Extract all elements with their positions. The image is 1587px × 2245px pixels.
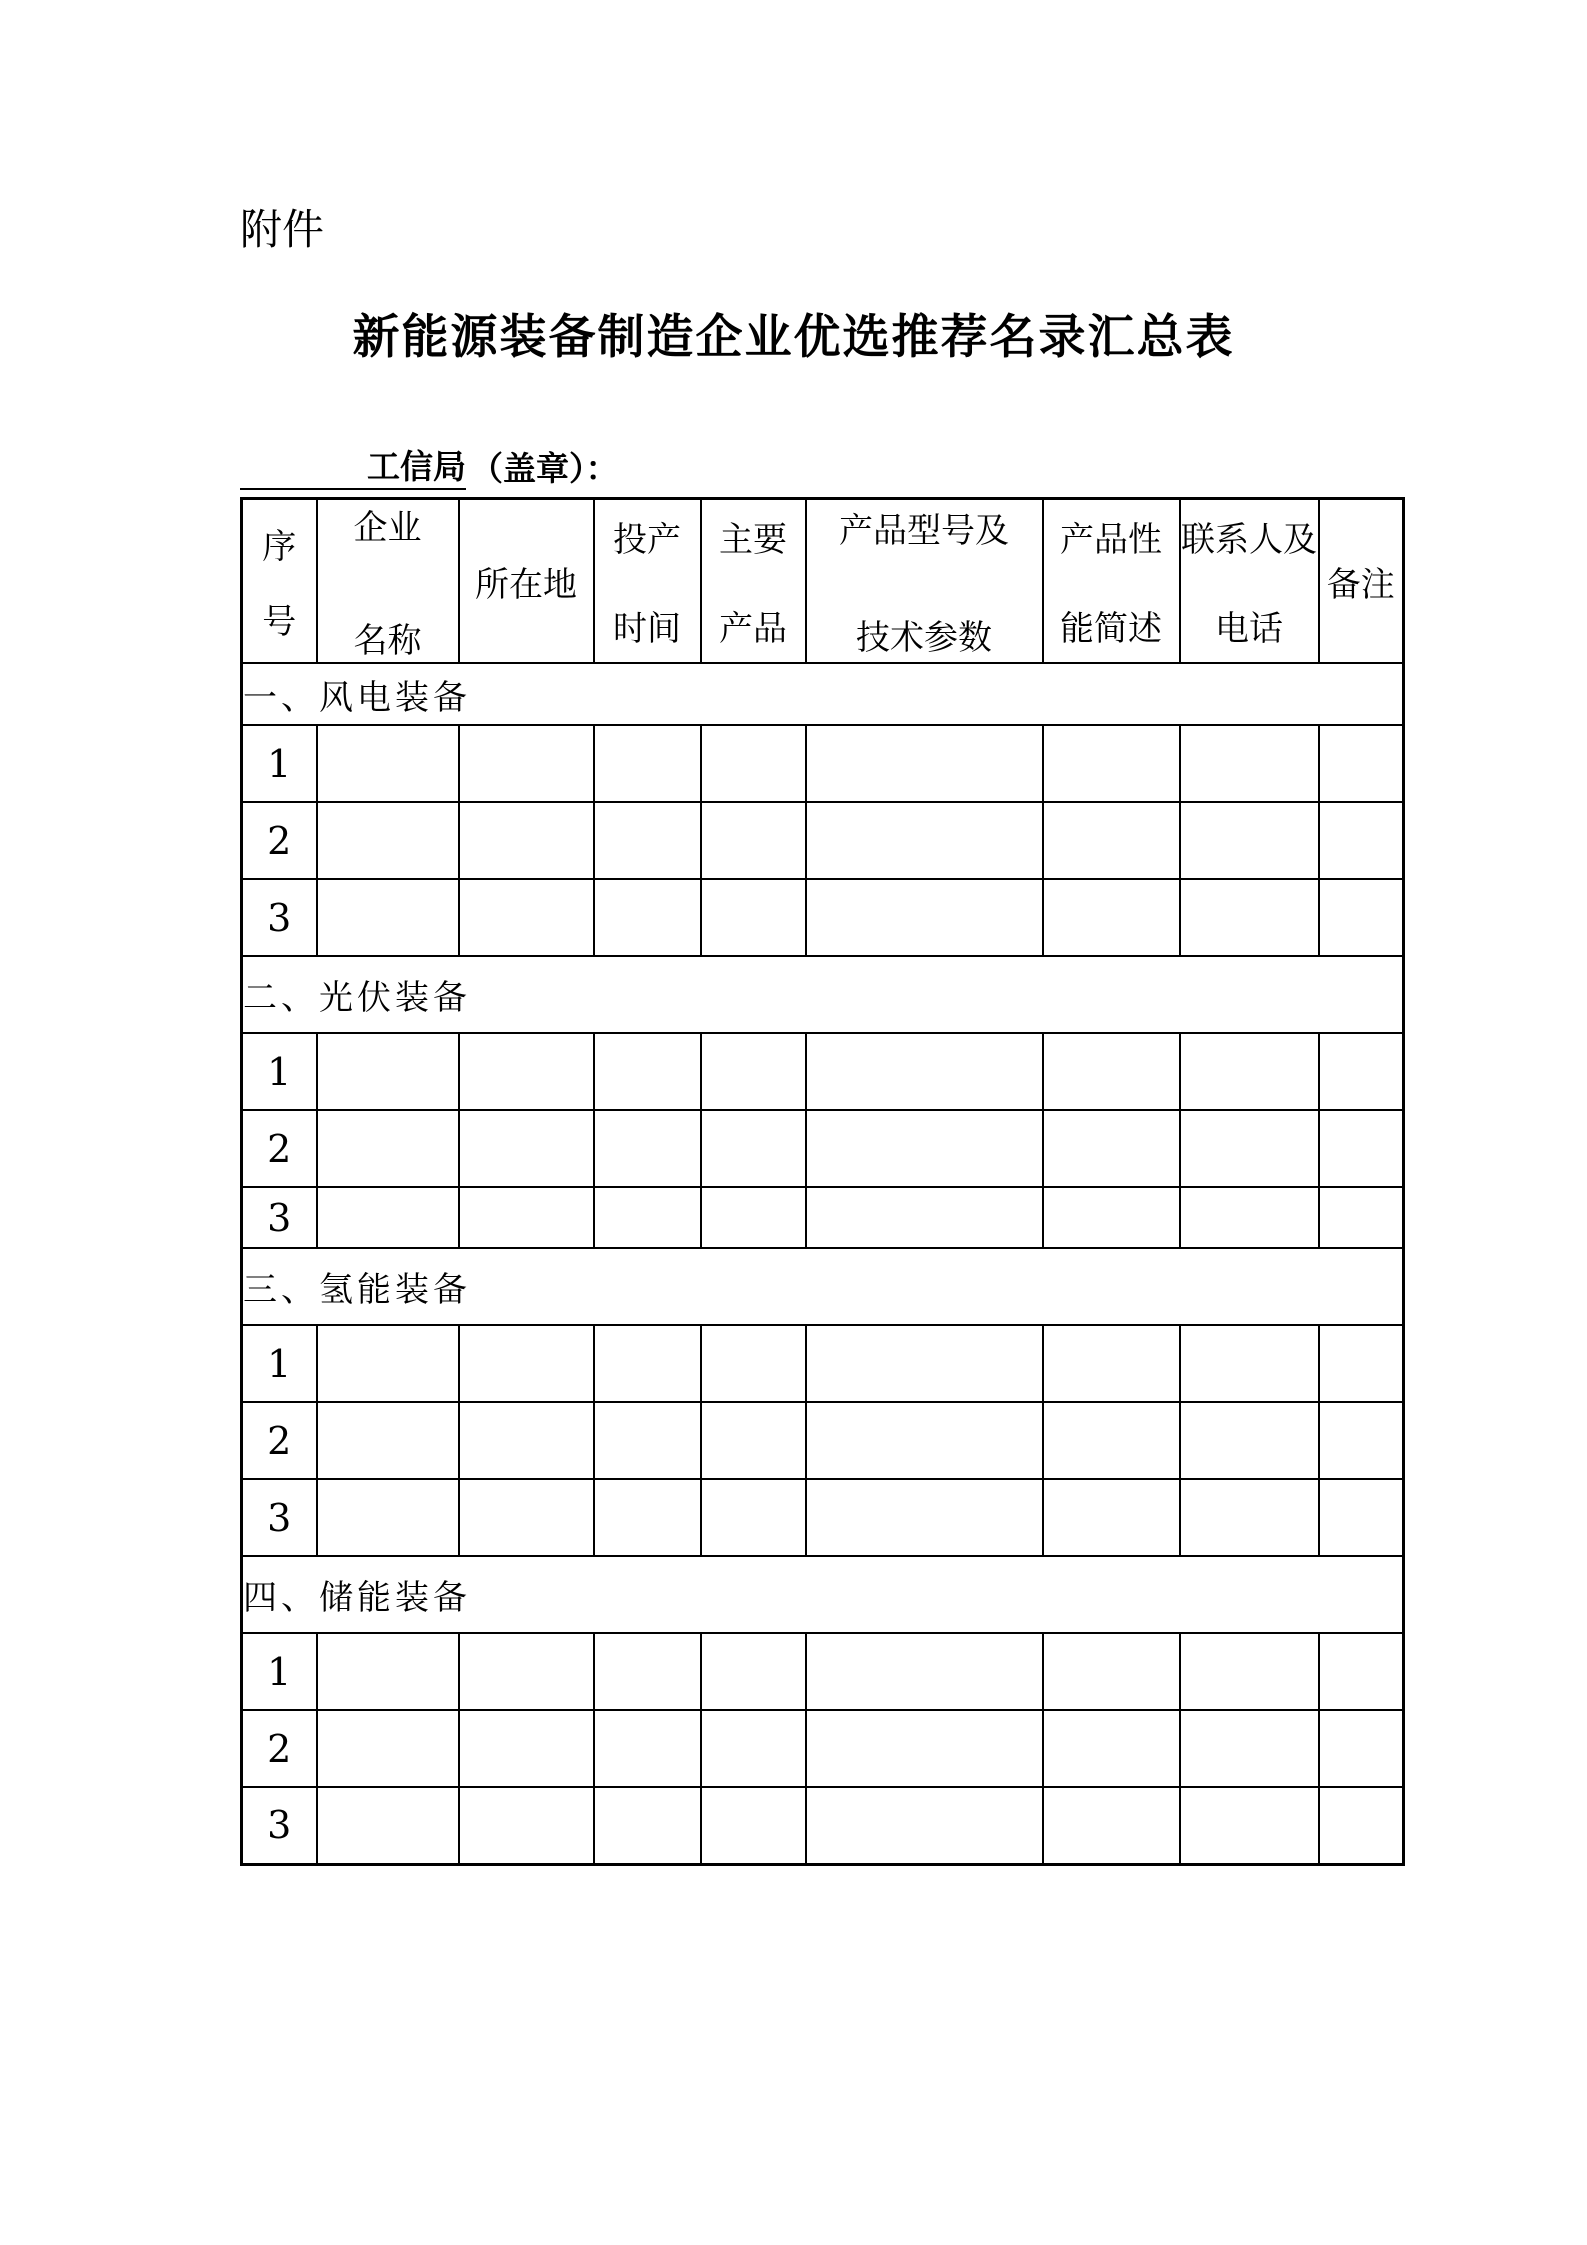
row-number-cell: 1 xyxy=(242,1633,317,1710)
row-number-cell: 2 xyxy=(242,1110,317,1187)
empty-cell xyxy=(1319,1110,1404,1187)
empty-cell xyxy=(701,1402,806,1479)
empty-cell xyxy=(1319,1787,1404,1864)
table-row xyxy=(242,1187,1404,1248)
header-cell-performance xyxy=(1043,499,1180,664)
empty-cell xyxy=(806,1787,1043,1864)
table-row xyxy=(242,1787,1404,1864)
empty-cell xyxy=(594,1110,701,1187)
empty-cell xyxy=(1043,1033,1180,1110)
section-title-cell: 一、风电装备 xyxy=(242,663,1404,725)
empty-cell xyxy=(594,1325,701,1402)
empty-cell xyxy=(701,1633,806,1710)
empty-cell xyxy=(594,1787,701,1864)
empty-cell xyxy=(701,1033,806,1110)
header-cell-company-name xyxy=(317,499,459,664)
table-row xyxy=(242,1110,1404,1187)
empty-cell xyxy=(1043,1110,1180,1187)
header-line: 备注 xyxy=(1326,564,1395,605)
empty-cell xyxy=(1319,1325,1404,1402)
empty-cell xyxy=(806,1710,1043,1787)
header-line: 产品型号及 xyxy=(839,511,1009,551)
table-row xyxy=(242,725,1404,802)
row-number-cell: 2 xyxy=(242,802,317,879)
empty-cell xyxy=(594,1033,701,1110)
header-line: 产品性 xyxy=(1060,520,1162,560)
empty-cell xyxy=(806,1633,1043,1710)
header-line: 电话 xyxy=(1215,609,1283,649)
row-number-cell: 2 xyxy=(242,1710,317,1787)
empty-cell xyxy=(701,1710,806,1787)
table-row xyxy=(242,1325,1404,1402)
header-line: 主要 xyxy=(719,520,787,560)
empty-cell xyxy=(1043,1787,1180,1864)
empty-cell xyxy=(1043,1187,1180,1248)
section-row-storage xyxy=(242,1556,1404,1633)
empty-cell xyxy=(317,1633,459,1710)
empty-cell xyxy=(701,879,806,956)
header-line: 联系人及 xyxy=(1181,520,1317,560)
section-row-hydrogen xyxy=(242,1248,1404,1325)
empty-cell xyxy=(459,879,594,956)
empty-cell xyxy=(701,1110,806,1187)
section-row-pv xyxy=(242,956,1404,1033)
empty-cell xyxy=(459,1402,594,1479)
empty-cell xyxy=(1319,725,1404,802)
header-line: 能简述 xyxy=(1060,609,1162,649)
empty-cell xyxy=(701,802,806,879)
empty-cell xyxy=(594,1633,701,1710)
empty-cell xyxy=(317,802,459,879)
empty-cell xyxy=(1043,1710,1180,1787)
empty-cell xyxy=(1180,1110,1319,1187)
empty-cell xyxy=(1180,1402,1319,1479)
empty-cell xyxy=(1180,802,1319,879)
empty-cell xyxy=(806,1033,1043,1110)
empty-cell xyxy=(701,1479,806,1556)
empty-cell xyxy=(317,1787,459,1864)
header-line: 序 xyxy=(262,527,297,567)
table-row xyxy=(242,802,1404,879)
header-line: 所在地 xyxy=(475,564,577,605)
empty-cell xyxy=(459,1633,594,1710)
empty-cell xyxy=(806,1479,1043,1556)
empty-cell xyxy=(1043,802,1180,879)
header-line: 技术参数 xyxy=(856,618,992,658)
attachment-label: 附件 xyxy=(240,205,325,254)
header-line: 名称 xyxy=(353,621,422,661)
row-number-cell: 1 xyxy=(242,1033,317,1110)
stamp-line xyxy=(240,444,619,490)
empty-cell xyxy=(594,1479,701,1556)
empty-cell xyxy=(1043,1479,1180,1556)
empty-cell xyxy=(1319,1402,1404,1479)
empty-cell xyxy=(701,1187,806,1248)
empty-cell xyxy=(1043,1402,1180,1479)
empty-cell xyxy=(459,802,594,879)
empty-cell xyxy=(1180,1325,1319,1402)
empty-cell xyxy=(1180,1787,1319,1864)
row-number-cell: 1 xyxy=(242,725,317,802)
empty-cell xyxy=(701,1325,806,1402)
empty-cell xyxy=(1043,879,1180,956)
header-line: 号 xyxy=(262,602,297,642)
empty-cell xyxy=(459,1033,594,1110)
empty-cell xyxy=(317,1710,459,1787)
empty-cell xyxy=(594,802,701,879)
empty-cell xyxy=(701,1787,806,1864)
row-number-cell: 3 xyxy=(242,1187,317,1248)
table-row xyxy=(242,1479,1404,1556)
stamp-blank-underline xyxy=(240,446,466,490)
table-row xyxy=(242,1402,1404,1479)
empty-cell xyxy=(701,725,806,802)
empty-cell xyxy=(317,725,459,802)
table-row xyxy=(242,1033,1404,1110)
empty-cell xyxy=(1180,1633,1319,1710)
row-number-cell: 2 xyxy=(242,1402,317,1479)
empty-cell xyxy=(806,725,1043,802)
empty-cell xyxy=(806,879,1043,956)
stamp-suffix-label: （盖章）： xyxy=(470,448,619,488)
header-line: 产品 xyxy=(719,609,787,649)
empty-cell xyxy=(594,1402,701,1479)
empty-cell xyxy=(317,1187,459,1248)
empty-cell xyxy=(459,725,594,802)
table-header-row xyxy=(242,499,1404,664)
empty-cell xyxy=(1319,1710,1404,1787)
empty-cell xyxy=(806,802,1043,879)
empty-cell xyxy=(459,1710,594,1787)
empty-cell xyxy=(1319,879,1404,956)
empty-cell xyxy=(806,1110,1043,1187)
empty-cell xyxy=(1180,1187,1319,1248)
empty-cell xyxy=(459,1187,594,1248)
empty-cell xyxy=(1043,1325,1180,1402)
empty-cell xyxy=(1180,879,1319,956)
document-title: 新能源装备制造企业优选推荐名录汇总表 xyxy=(352,310,1235,365)
empty-cell xyxy=(1319,1187,1404,1248)
section-title-cell: 二、光伏装备 xyxy=(242,956,1404,1033)
empty-cell xyxy=(806,1325,1043,1402)
table-row xyxy=(242,1710,1404,1787)
section-title-cell: 三、氢能装备 xyxy=(242,1248,1404,1325)
table-row xyxy=(242,1633,1404,1710)
empty-cell xyxy=(459,1110,594,1187)
stamp-org-label: 工信局 xyxy=(367,446,466,486)
row-number-cell: 3 xyxy=(242,1479,317,1556)
empty-cell xyxy=(806,1402,1043,1479)
empty-cell xyxy=(1180,725,1319,802)
section-title-cell: 四、储能装备 xyxy=(242,1556,1404,1633)
table-row xyxy=(242,879,1404,956)
header-cell-contact xyxy=(1180,499,1319,664)
header-cell-serial xyxy=(242,499,317,664)
empty-cell xyxy=(317,1325,459,1402)
empty-cell xyxy=(1319,802,1404,879)
header-cell-production-date xyxy=(594,499,701,664)
empty-cell xyxy=(459,1787,594,1864)
empty-cell xyxy=(317,1110,459,1187)
empty-cell xyxy=(459,1325,594,1402)
empty-cell xyxy=(459,1479,594,1556)
row-number-cell: 3 xyxy=(242,879,317,956)
row-number-cell: 3 xyxy=(242,1787,317,1864)
header-cell-remarks xyxy=(1319,499,1404,664)
empty-cell xyxy=(1319,1479,1404,1556)
header-cell-model-specs xyxy=(806,499,1043,664)
empty-cell xyxy=(594,1710,701,1787)
empty-cell xyxy=(1319,1033,1404,1110)
empty-cell xyxy=(317,1402,459,1479)
empty-cell xyxy=(1319,1633,1404,1710)
header-line: 投产 xyxy=(613,520,681,560)
summary-table xyxy=(240,497,1405,1866)
empty-cell xyxy=(1180,1710,1319,1787)
empty-cell xyxy=(1043,1633,1180,1710)
header-cell-location xyxy=(459,499,594,664)
header-cell-main-products xyxy=(701,499,806,664)
empty-cell xyxy=(594,879,701,956)
row-number-cell: 1 xyxy=(242,1325,317,1402)
header-line: 时间 xyxy=(613,609,681,649)
empty-cell xyxy=(594,725,701,802)
empty-cell xyxy=(317,1033,459,1110)
empty-cell xyxy=(317,1479,459,1556)
section-row-wind xyxy=(242,663,1404,725)
empty-cell xyxy=(317,879,459,956)
empty-cell xyxy=(1043,725,1180,802)
empty-cell xyxy=(806,1187,1043,1248)
empty-cell xyxy=(594,1187,701,1248)
header-line: 企业 xyxy=(353,508,422,548)
empty-cell xyxy=(1180,1479,1319,1556)
empty-cell xyxy=(1180,1033,1319,1110)
